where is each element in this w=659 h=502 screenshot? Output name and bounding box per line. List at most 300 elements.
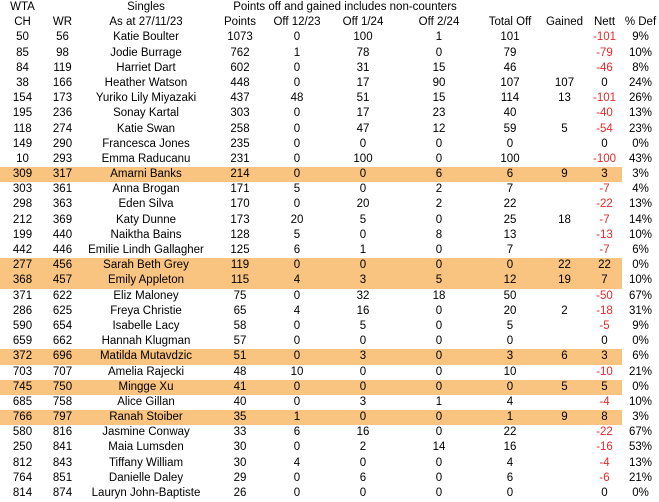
cell-off_1_24[interactable]: 3 <box>326 273 400 288</box>
cell-wr[interactable]: 369 <box>52 213 73 226</box>
cell-points[interactable]: 30 <box>233 441 247 454</box>
cell-ch[interactable]: 309 <box>0 167 45 182</box>
cell-points[interactable]: 303 <box>230 107 250 120</box>
cell-off_12_23[interactable]: 0 <box>268 380 326 395</box>
cell-total_off[interactable]: 16 <box>503 441 517 454</box>
cell-gained[interactable] <box>542 486 587 501</box>
cell-total_off[interactable]: 4 <box>506 395 514 408</box>
cell-player-name[interactable]: Tiffany William <box>108 456 184 469</box>
cell-ch[interactable]: 149 <box>12 137 33 150</box>
column-header-wr[interactable]: WR <box>52 16 73 29</box>
cell-wr[interactable]: 841 <box>52 441 73 454</box>
cell-pct_def[interactable]: 13% <box>628 456 653 469</box>
cell-player-name[interactable]: Danielle Daley <box>108 471 184 484</box>
cell-nett[interactable]: -6 <box>599 471 610 484</box>
cell-total_off[interactable]: 12 <box>478 273 542 288</box>
cell-player-name[interactable]: Emily Appleton <box>80 273 212 288</box>
cell-total_off[interactable]: 40 <box>503 107 517 120</box>
cell-total_off[interactable]: 1 <box>478 410 542 425</box>
cell-nett[interactable]: -79 <box>596 46 613 59</box>
cell-off_2_24[interactable]: 12 <box>432 122 446 135</box>
cell-off_1_24[interactable]: 0 <box>359 365 367 378</box>
cell-off_12_23[interactable]: 4 <box>268 273 326 288</box>
cell-nett[interactable]: -7 <box>599 244 610 256</box>
cell-gained[interactable] <box>542 228 587 243</box>
cell-off_2_24[interactable]: 0 <box>435 137 443 150</box>
cell-off_1_24[interactable]: 100 <box>353 152 373 165</box>
cell-off_1_24[interactable]: 51 <box>356 92 370 105</box>
cell-off_1_24[interactable]: 0 <box>359 228 367 241</box>
cell-points[interactable]: 33 <box>233 426 247 439</box>
cell-pct_def[interactable]: 0% <box>632 335 649 348</box>
cell-off_1_24[interactable]: 3 <box>359 395 367 408</box>
cell-off_12_23[interactable]: 5 <box>293 183 301 196</box>
cell-off_2_24[interactable]: 0 <box>435 244 443 256</box>
cell-wr[interactable]: 457 <box>45 273 80 288</box>
cell-ch[interactable]: 118 <box>13 122 32 135</box>
cell-wr[interactable]: 696 <box>45 349 80 364</box>
cell-off_12_23[interactable]: 1 <box>293 46 301 59</box>
cell-wr[interactable]: 625 <box>52 304 73 317</box>
cell-points[interactable]: 602 <box>230 61 250 74</box>
cell-wr[interactable]: 363 <box>52 198 73 211</box>
cell-pct_def[interactable]: 14% <box>628 213 653 226</box>
cell-nett[interactable]: 0 <box>601 76 608 89</box>
cell-pct_def[interactable]: 6% <box>632 350 649 363</box>
cell-nett[interactable]: -4 <box>599 456 610 469</box>
cell-player-name[interactable]: Katy Dunne <box>115 213 177 226</box>
cell-off_1_24[interactable]: 0 <box>326 380 400 395</box>
cell-off_1_24[interactable]: 2 <box>359 441 367 454</box>
cell-nett[interactable]: -22 <box>596 426 613 439</box>
column-header-off_1_24[interactable]: Off 1/24 <box>342 16 384 29</box>
cell-gained[interactable]: 5 <box>542 380 587 395</box>
cell-nett[interactable]: -7 <box>599 213 610 226</box>
cell-off_12_23[interactable]: 20 <box>290 213 304 226</box>
cell-points[interactable]: 128 <box>230 228 250 241</box>
cell-ch[interactable]: 212 <box>12 213 33 226</box>
cell-pct_def[interactable]: 10% <box>628 228 653 241</box>
cell-off_2_24[interactable]: 5 <box>400 273 478 288</box>
cell-total_off[interactable]: 6 <box>506 471 514 484</box>
cell-off_2_24[interactable]: 0 <box>435 304 443 317</box>
cell-player-name[interactable]: Jodie Burrage <box>110 46 182 59</box>
cell-off_2_24[interactable]: 0 <box>435 426 443 439</box>
cell-off_12_23[interactable]: 0 <box>293 107 301 120</box>
cell-off_12_23[interactable]: 0 <box>293 76 301 89</box>
cell-points[interactable]: 235 <box>230 137 250 150</box>
cell-points[interactable]: 57 <box>233 335 247 348</box>
cell-player-name[interactable]: Anna Brogan <box>112 183 180 196</box>
cell-ch[interactable]: 50 <box>16 31 29 44</box>
cell-pct_def[interactable]: 10% <box>628 274 653 287</box>
cell-nett[interactable]: 5 <box>587 380 622 395</box>
cell-off_1_24[interactable]: 16 <box>356 304 370 317</box>
cell-gained[interactable] <box>542 30 587 45</box>
column-header-off_2_24[interactable]: Off 2/24 <box>418 16 460 29</box>
cell-gained[interactable]: 6 <box>542 349 587 364</box>
cell-nett[interactable]: 0 <box>601 137 608 150</box>
cell-points[interactable]: 26 <box>233 487 247 499</box>
cell-ch[interactable]: 590 <box>12 319 33 332</box>
cell-nett[interactable]: 22 <box>587 258 622 273</box>
cell-gained[interactable]: 13 <box>558 92 571 105</box>
cell-total_off[interactable]: 7 <box>506 183 514 196</box>
cell-wr[interactable]: 446 <box>52 244 73 256</box>
cell-total_off[interactable]: 100 <box>500 152 520 165</box>
cell-total_off[interactable]: 4 <box>506 456 514 469</box>
cell-total_off[interactable]: 0 <box>478 380 542 395</box>
cell-ch[interactable]: 766 <box>0 410 45 425</box>
cell-ch[interactable]: 372 <box>0 349 45 364</box>
cell-player-name[interactable]: Emma Raducanu <box>101 152 191 165</box>
cell-off_2_24[interactable]: 23 <box>432 107 446 120</box>
cell-points[interactable]: 115 <box>212 273 268 288</box>
cell-gained[interactable] <box>542 334 587 349</box>
cell-total_off[interactable]: 0 <box>506 335 514 348</box>
column-header-pct_def[interactable]: % Def <box>624 16 657 29</box>
cell-gained[interactable] <box>542 456 587 471</box>
cell-off_12_23[interactable]: 0 <box>293 319 301 332</box>
cell-player-name[interactable]: Isabelle Lacy <box>112 319 180 332</box>
cell-total_off[interactable]: 10 <box>503 365 517 378</box>
cell-player-name[interactable]: Harriet Dart <box>116 61 176 74</box>
cell-pct_def[interactable]: 8% <box>632 61 649 74</box>
cell-off_12_23[interactable]: 0 <box>293 395 301 408</box>
cell-wr[interactable]: 361 <box>52 183 73 196</box>
cell-off_2_24[interactable]: 0 <box>435 152 443 165</box>
cell-gained[interactable]: 5 <box>561 122 568 135</box>
cell-off_1_24[interactable]: 0 <box>359 487 367 499</box>
cell-ch[interactable]: 659 <box>12 335 33 348</box>
column-header-gained[interactable]: Gained <box>545 16 584 29</box>
cell-off_2_24[interactable]: 0 <box>435 46 443 59</box>
cell-ch[interactable]: 10 <box>16 152 29 165</box>
cell-total_off[interactable]: 0 <box>478 258 542 273</box>
cell-wr[interactable]: 851 <box>52 471 73 484</box>
cell-ch[interactable]: 371 <box>12 289 33 302</box>
cell-player-name[interactable]: Jasmine Conway <box>102 426 190 439</box>
cell-points[interactable]: 48 <box>233 365 247 378</box>
cell-total_off[interactable]: 46 <box>503 61 517 74</box>
cell-nett[interactable]: -5 <box>599 319 610 332</box>
cell-off_1_24[interactable]: 0 <box>326 410 400 425</box>
cell-ch[interactable]: 442 <box>12 244 33 256</box>
cell-off_2_24[interactable]: 15 <box>432 92 446 105</box>
cell-off_12_23[interactable]: 0 <box>293 152 301 165</box>
cell-off_1_24[interactable]: 32 <box>356 289 370 302</box>
cell-player-name[interactable]: Sonay Kartal <box>113 107 179 120</box>
cell-total_off[interactable]: 13 <box>503 228 517 241</box>
wta-group-label[interactable]: WTA <box>10 1 35 13</box>
cell-off_12_23[interactable]: 0 <box>293 31 301 44</box>
cell-wr[interactable]: 56 <box>56 31 69 44</box>
cell-total_off[interactable]: 3 <box>478 349 542 364</box>
cell-nett[interactable]: -22 <box>596 198 613 211</box>
cell-pct_def[interactable]: 0% <box>632 259 649 272</box>
cell-pct_def[interactable]: 10% <box>628 46 653 59</box>
cell-off_1_24[interactable]: 5 <box>359 213 367 226</box>
cell-nett[interactable]: -101 <box>592 31 617 44</box>
cell-total_off[interactable]: 22 <box>503 426 517 439</box>
cell-points[interactable]: 171 <box>230 183 250 196</box>
cell-total_off[interactable]: 5 <box>506 319 514 332</box>
cell-wr[interactable]: 274 <box>52 122 73 135</box>
cell-wr[interactable]: 662 <box>52 335 73 348</box>
cell-player-name[interactable]: Lauryn John-Baptiste <box>91 487 201 499</box>
cell-off_12_23[interactable]: 4 <box>293 456 301 469</box>
cell-gained[interactable] <box>542 440 587 455</box>
cell-player-name[interactable]: Emilie Lindh Gallagher <box>88 244 204 256</box>
cell-off_12_23[interactable]: 5 <box>293 228 301 241</box>
cell-off_2_24[interactable]: 8 <box>435 228 443 241</box>
cell-nett[interactable]: 7 <box>587 273 622 288</box>
cell-nett[interactable]: -46 <box>596 61 613 74</box>
cell-wr[interactable]: 166 <box>52 76 73 89</box>
cell-nett[interactable]: 8 <box>587 410 622 425</box>
cell-points[interactable]: 35 <box>212 410 268 425</box>
cell-player-name[interactable]: Mingge Xu <box>80 380 212 395</box>
cell-total_off[interactable]: 107 <box>500 76 520 89</box>
cell-points[interactable]: 448 <box>230 76 250 89</box>
cell-off_12_23[interactable]: 0 <box>268 258 326 273</box>
cell-gained[interactable]: 22 <box>542 258 587 273</box>
cell-pct_def[interactable]: 26% <box>628 92 653 105</box>
cell-off_1_24[interactable]: 3 <box>326 349 400 364</box>
cell-player-name[interactable]: Hannah Klugman <box>101 335 191 348</box>
cell-player-name[interactable]: Freya Christie <box>110 304 182 317</box>
cell-pct_def[interactable]: 3% <box>632 411 649 424</box>
cell-gained[interactable] <box>542 197 587 212</box>
cell-gained[interactable]: 19 <box>542 273 587 288</box>
cell-off_12_23[interactable]: 0 <box>268 349 326 364</box>
cell-nett[interactable]: -50 <box>596 289 613 302</box>
cell-ch[interactable]: 368 <box>0 273 45 288</box>
cell-points[interactable]: 51 <box>212 349 268 364</box>
cell-off_2_24[interactable]: 0 <box>400 380 478 395</box>
cell-off_1_24[interactable]: 16 <box>356 426 370 439</box>
cell-points[interactable]: 170 <box>230 198 250 211</box>
cell-gained[interactable]: 9 <box>542 167 587 182</box>
cell-nett[interactable]: 3 <box>587 349 622 364</box>
cell-wr[interactable]: 750 <box>45 380 80 395</box>
cell-nett[interactable]: -100 <box>592 152 617 165</box>
cell-off_2_24[interactable]: 6 <box>400 167 478 182</box>
cell-points[interactable]: 75 <box>233 289 247 302</box>
cell-total_off[interactable]: 50 <box>503 289 517 302</box>
cell-ch[interactable]: 195 <box>12 107 33 120</box>
cell-wr[interactable]: 654 <box>52 319 73 332</box>
cell-gained[interactable]: 107 <box>554 76 575 89</box>
cell-pct_def[interactable]: 0% <box>632 380 649 393</box>
cell-off_2_24[interactable]: 15 <box>432 61 446 74</box>
cell-gained[interactable] <box>542 365 587 380</box>
cell-wr[interactable]: 98 <box>56 46 69 59</box>
cell-gained[interactable] <box>542 182 587 197</box>
cell-gained[interactable] <box>542 395 587 410</box>
cell-off_12_23[interactable]: 4 <box>293 304 301 317</box>
cell-pct_def[interactable]: 9% <box>632 31 649 44</box>
cell-off_2_24[interactable]: 0 <box>435 335 443 348</box>
cell-points[interactable]: 1073 <box>227 31 253 44</box>
cell-gained[interactable]: 9 <box>542 410 587 425</box>
cell-pct_def[interactable]: 13% <box>628 198 653 211</box>
cell-pct_def[interactable]: 24% <box>628 76 653 89</box>
cell-gained[interactable] <box>542 243 587 258</box>
cell-player-name[interactable]: Sarah Beth Grey <box>80 258 212 273</box>
cell-off_1_24[interactable]: 0 <box>326 258 400 273</box>
cell-off_1_24[interactable]: 1 <box>359 244 367 256</box>
cell-points[interactable]: 58 <box>233 319 247 332</box>
cell-pct_def[interactable]: 4% <box>632 183 649 196</box>
cell-off_1_24[interactable]: 31 <box>356 61 370 74</box>
cell-nett[interactable]: -54 <box>596 122 613 135</box>
cell-player-name[interactable]: Matilda Mutavdzic <box>80 349 212 364</box>
cell-total_off[interactable]: 0 <box>506 487 514 499</box>
cell-off_12_23[interactable]: 0 <box>293 335 301 348</box>
cell-player-name[interactable]: Naiktha Bains <box>110 228 182 241</box>
cell-off_1_24[interactable]: 17 <box>356 76 370 89</box>
cell-off_1_24[interactable]: 0 <box>359 335 367 348</box>
column-header-total_off[interactable]: Total Off <box>488 16 532 29</box>
cell-wr[interactable]: 293 <box>52 152 73 165</box>
cell-off_12_23[interactable]: 0 <box>268 167 326 182</box>
cell-player-name[interactable]: Alice Gillan <box>117 395 175 408</box>
column-header-off_12_23[interactable]: Off 12/23 <box>273 16 321 29</box>
cell-ch[interactable]: 812 <box>12 456 33 469</box>
cell-nett[interactable]: -101 <box>592 92 617 105</box>
column-header-nett[interactable]: Nett <box>593 16 616 29</box>
cell-player-name[interactable]: Yuriko Lily Miyazaki <box>95 92 197 105</box>
cell-off_12_23[interactable]: 1 <box>268 410 326 425</box>
cell-off_12_23[interactable]: 0 <box>293 487 301 499</box>
cell-gained[interactable] <box>542 46 587 61</box>
cell-points[interactable]: 41 <box>212 380 268 395</box>
cell-wr[interactable]: 843 <box>52 456 73 469</box>
cell-off_1_24[interactable]: 0 <box>359 456 367 469</box>
singles-group-label[interactable]: Singles <box>127 1 165 13</box>
cell-pct_def[interactable]: 6% <box>632 244 649 256</box>
cell-gained[interactable] <box>542 137 587 152</box>
cell-off_12_23[interactable]: 0 <box>293 198 301 211</box>
cell-player-name[interactable]: Heather Watson <box>104 76 188 89</box>
cell-off_12_23[interactable]: 0 <box>293 471 301 484</box>
cell-pct_def[interactable]: 10% <box>628 395 653 408</box>
cell-total_off[interactable]: 20 <box>503 304 517 317</box>
cell-ch[interactable]: 250 <box>12 441 33 454</box>
cell-off_2_24[interactable]: 18 <box>432 289 446 302</box>
cell-off_2_24[interactable]: 0 <box>435 471 443 484</box>
cell-wr[interactable]: 236 <box>52 107 73 120</box>
cell-ch[interactable]: 154 <box>12 92 33 105</box>
cell-off_2_24[interactable]: 0 <box>400 410 478 425</box>
cell-off_1_24[interactable]: 47 <box>356 122 370 135</box>
cell-off_12_23[interactable]: 0 <box>293 289 301 302</box>
cell-off_1_24[interactable]: 100 <box>353 31 373 44</box>
cell-total_off[interactable]: 6 <box>478 167 542 182</box>
cell-off_2_24[interactable]: 0 <box>435 487 443 499</box>
cell-off_2_24[interactable]: 1 <box>435 395 443 408</box>
cell-wr[interactable]: 173 <box>52 92 73 105</box>
cell-nett[interactable]: -18 <box>596 304 613 317</box>
cell-ch[interactable]: 814 <box>12 487 33 499</box>
cell-player-name[interactable]: Katie Swan <box>116 122 176 135</box>
cell-ch[interactable]: 38 <box>16 76 29 89</box>
cell-ch[interactable]: 580 <box>12 426 33 439</box>
cell-ch[interactable]: 298 <box>12 198 33 211</box>
cell-off_1_24[interactable]: 6 <box>359 471 367 484</box>
cell-ch[interactable]: 745 <box>0 380 45 395</box>
cell-off_2_24[interactable]: 0 <box>435 456 443 469</box>
cell-pct_def[interactable]: 3% <box>632 168 649 181</box>
cell-off_1_24[interactable]: 0 <box>326 167 400 182</box>
cell-off_2_24[interactable]: 90 <box>432 76 446 89</box>
cell-nett[interactable]: -40 <box>596 107 613 120</box>
cell-gained[interactable]: 18 <box>558 213 571 226</box>
cell-pct_def[interactable]: 21% <box>628 365 653 378</box>
cell-gained[interactable] <box>542 319 587 334</box>
cell-off_2_24[interactable]: 2 <box>435 183 443 196</box>
cell-gained[interactable] <box>542 289 587 304</box>
cell-wr[interactable]: 758 <box>52 395 73 408</box>
cell-off_2_24[interactable]: 0 <box>400 258 478 273</box>
cell-points[interactable]: 214 <box>212 167 268 182</box>
cell-off_12_23[interactable]: 0 <box>293 441 301 454</box>
cell-player-name[interactable]: Maia Lumsden <box>108 441 184 454</box>
points-note-label[interactable]: Points off and gained includes non-counters <box>233 1 457 13</box>
cell-pct_def[interactable]: 67% <box>628 289 653 302</box>
cell-wr[interactable]: 119 <box>53 61 72 74</box>
cell-points[interactable]: 29 <box>233 471 247 484</box>
cell-total_off[interactable]: 79 <box>503 46 517 59</box>
cell-ch[interactable]: 85 <box>16 46 29 59</box>
cell-nett[interactable]: 3 <box>587 167 622 182</box>
cell-pct_def[interactable]: 21% <box>628 471 653 484</box>
cell-ch[interactable]: 703 <box>12 365 33 378</box>
cell-nett[interactable]: 0 <box>601 335 608 348</box>
cell-pct_def[interactable]: 13% <box>628 107 653 120</box>
cell-off_12_23[interactable]: 48 <box>290 92 304 105</box>
cell-points[interactable]: 437 <box>230 92 250 105</box>
cell-player-name[interactable]: Eden Silva <box>118 198 174 211</box>
cell-nett[interactable]: -10 <box>596 365 613 378</box>
cell-player-name[interactable]: Ranah Stoiber <box>80 410 212 425</box>
cell-pct_def[interactable]: 31% <box>628 304 653 317</box>
cell-total_off[interactable]: 101 <box>500 31 520 44</box>
column-header-points[interactable]: Points <box>224 16 256 29</box>
cell-total_off[interactable]: 114 <box>500 92 520 105</box>
cell-points[interactable]: 40 <box>233 395 247 408</box>
empty-cell[interactable] <box>45 0 80 15</box>
cell-points[interactable]: 119 <box>212 258 268 273</box>
cell-wr[interactable]: 440 <box>52 228 73 241</box>
cell-wr[interactable]: 874 <box>52 487 73 499</box>
cell-off_1_24[interactable]: 20 <box>356 198 370 211</box>
cell-wr[interactable]: 707 <box>52 365 73 378</box>
cell-ch[interactable]: 764 <box>12 471 33 484</box>
cell-player-name[interactable]: Eliz Maloney <box>113 289 179 302</box>
cell-gained[interactable] <box>542 106 587 121</box>
cell-nett[interactable]: -7 <box>599 183 610 196</box>
cell-off_2_24[interactable]: 0 <box>435 213 443 226</box>
cell-total_off[interactable]: 0 <box>506 137 514 150</box>
cell-off_1_24[interactable]: 17 <box>356 107 370 120</box>
cell-ch[interactable]: 277 <box>0 258 45 273</box>
cell-player-name[interactable]: Katie Boulter <box>113 31 179 44</box>
cell-off_2_24[interactable]: 0 <box>435 365 443 378</box>
cell-nett[interactable]: -13 <box>596 228 613 241</box>
cell-gained[interactable] <box>542 471 587 486</box>
